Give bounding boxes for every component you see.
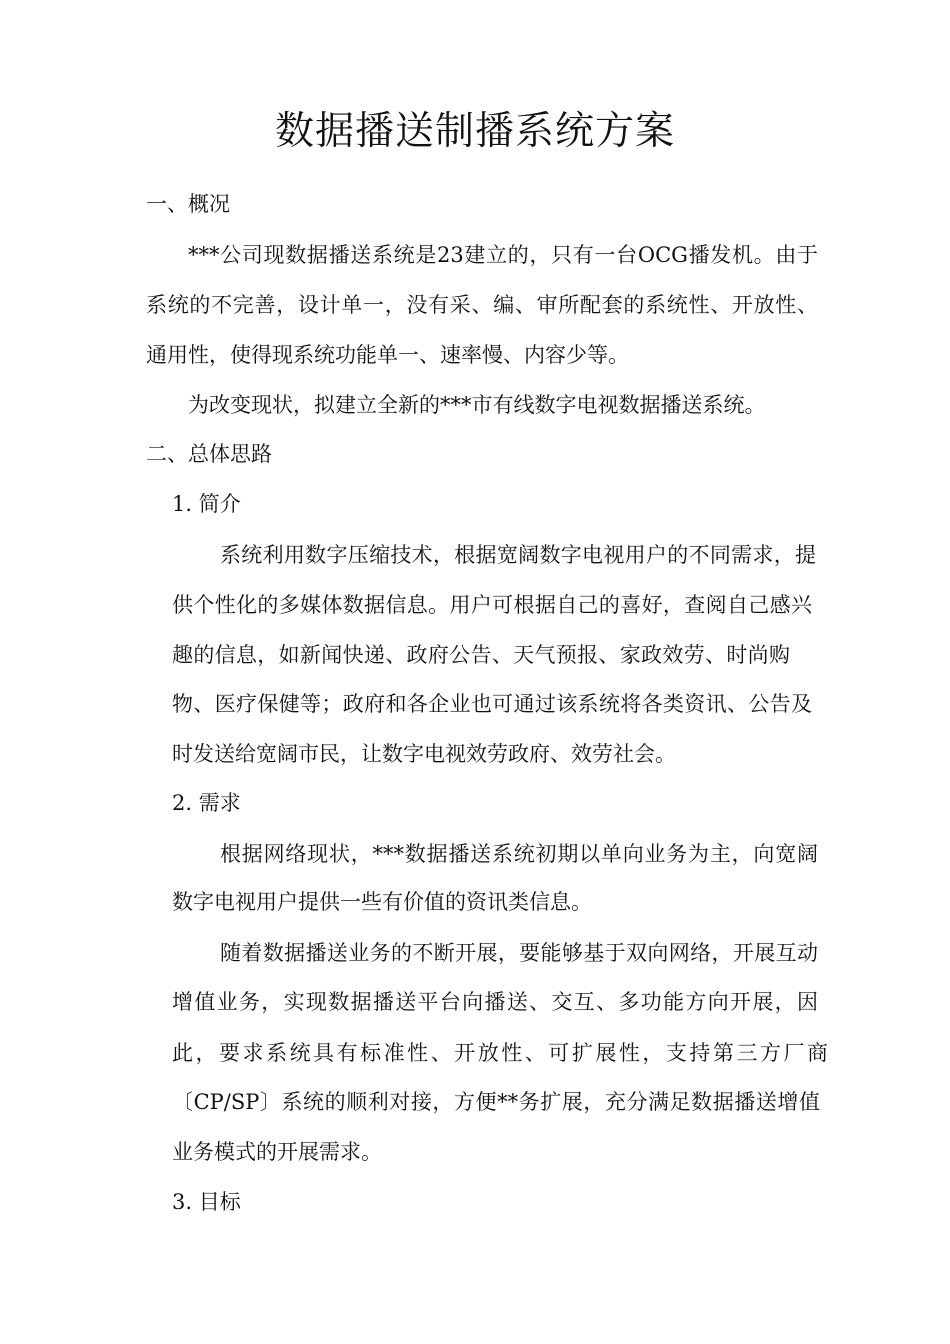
paragraph-line: 此，要求系统具有标准性、开放性、可扩展性，支持第三方厂商 <box>172 1041 828 1065</box>
paragraph-line: 〔CP/SP〕系统的顺利对接，方便**务扩展，充分满足数据播送增值 <box>172 1090 820 1114</box>
paragraph-line: 系统利用数字压缩技术，根据宽阔数字电视用户的不同需求，提 <box>220 543 816 567</box>
paragraph-line: 为改变现状，拟建立全新的***市有线数字电视数据播送系统。 <box>188 393 766 417</box>
paragraph-line: ***公司现数据播送系统是23建立的，只有一台OCG播发机。由于 <box>188 243 818 267</box>
section-heading-overview: 一、概况 <box>146 192 230 216</box>
subsection-heading-requirements: 2. 需求 <box>172 791 241 815</box>
paragraph-line: 根据网络现状，***数据播送系统初期以单向业务为主，向宽阔 <box>220 842 818 866</box>
section-heading-approach: 二、总体思路 <box>146 442 272 466</box>
paragraph-line: 趣的信息，如新闻快递、政府公告、天气预报、家政效劳、时尚购 <box>172 643 790 667</box>
subsection-heading-goals: 3. 目标 <box>172 1190 241 1214</box>
paragraph-line: 业务模式的开展需求。 <box>172 1140 382 1164</box>
paragraph-line: 通用性，使得现系统功能单一、速率慢、内容少等。 <box>146 343 629 367</box>
paragraph-line: 时发送给宽阔市民，让数字电视效劳政府、效劳社会。 <box>172 742 676 766</box>
subsection-heading-intro: 1. 简介 <box>172 492 241 516</box>
paragraph-line: 随着数据播送业务的不断开展，要能够基于双向网络，开展互动 <box>220 941 818 965</box>
paragraph-line: 物、医疗保健等；政府和各企业也可通过该系统将各类资讯、公告及 <box>172 692 812 716</box>
paragraph-line: 增值业务，实现数据播送平台向播送、交互、多功能方向开展，因 <box>172 990 818 1014</box>
document-title: 数据播送制播系统方案 <box>274 109 675 154</box>
paragraph-line: 系统的不完善，设计单一，没有采、编、审所配套的系统性、开放性、 <box>146 293 818 317</box>
paragraph-line: 供个性化的多媒体数据信息。用户可根据自己的喜好，查阅自己感兴 <box>172 593 812 617</box>
paragraph-line: 数字电视用户提供一些有价值的资讯类信息。 <box>172 890 592 914</box>
